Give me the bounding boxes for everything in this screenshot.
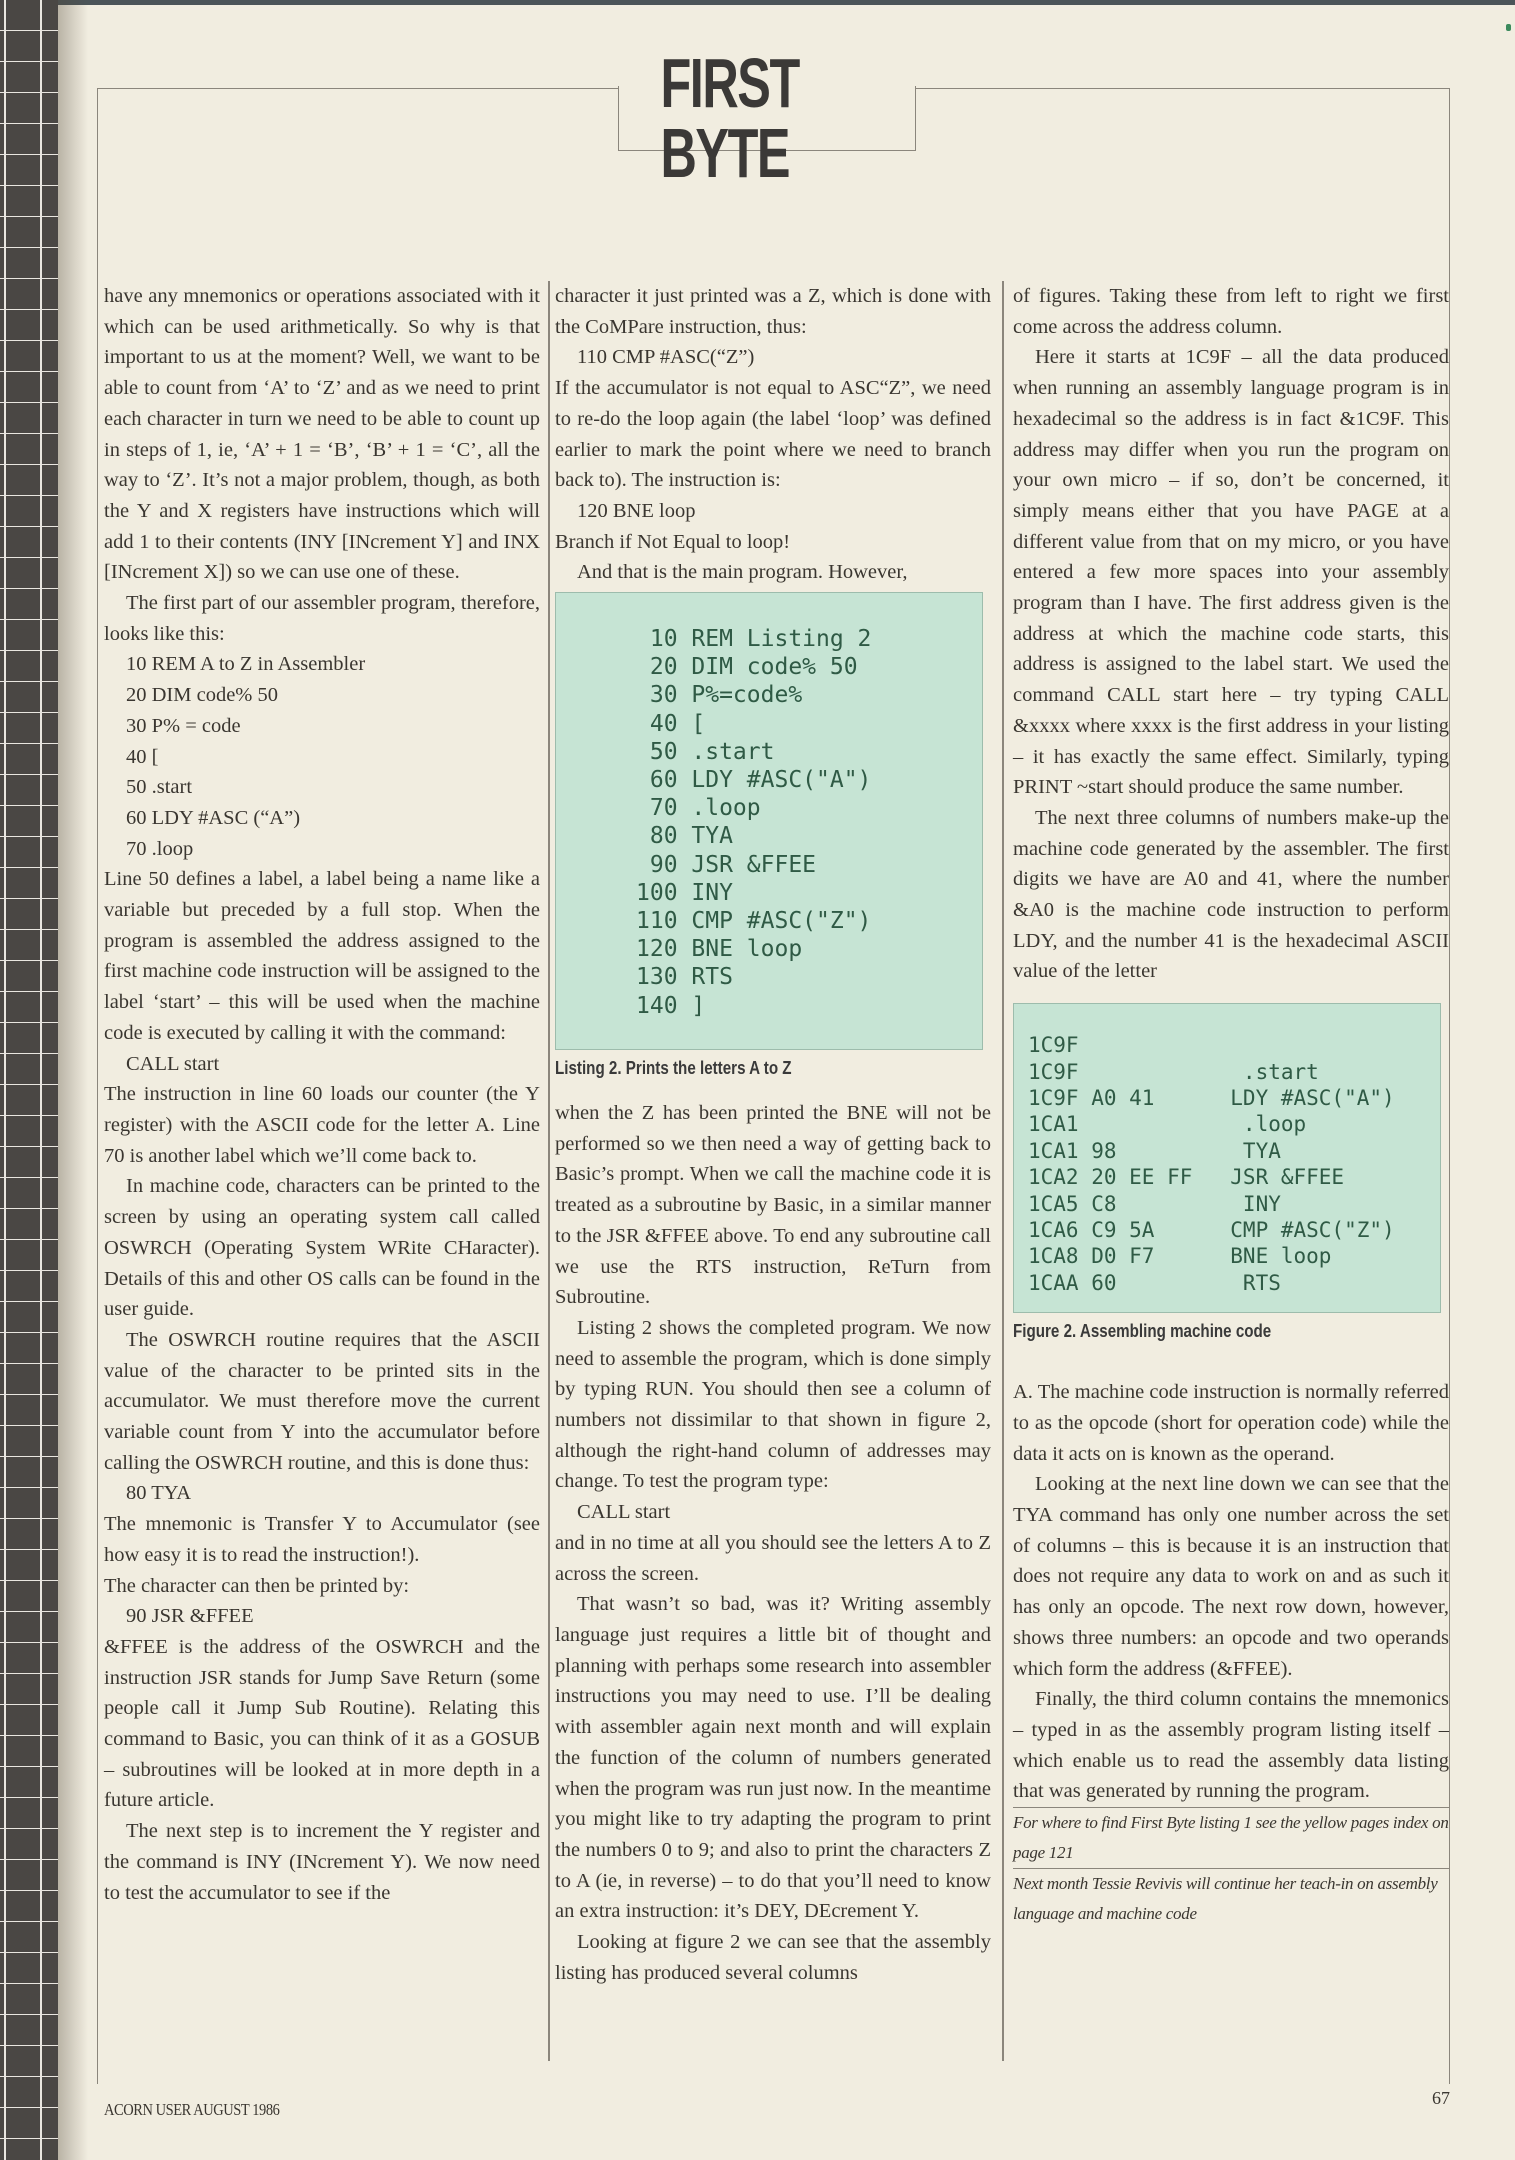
column-2: [555, 281, 991, 1988]
listing-line: 70 .loop: [636, 795, 761, 822]
green-mark: [1506, 24, 1511, 31]
figure-line: 1CA1 .loop: [1028, 1112, 1307, 1137]
paragraph: and in no time at all you should see the letters A to Z across the screen.: [555, 1531, 991, 1585]
figure-line: 1CA2 20 EE FF JSR &FFEE: [1028, 1165, 1345, 1190]
figure-line: 1CA8 D0 F7 BNE loop: [1028, 1244, 1332, 1269]
column-rule-1: [548, 281, 550, 2061]
paragraph: The first part of our assembler program, therefore, looks like this:: [104, 592, 540, 645]
figure-line: 1CA1 98 TYA: [1028, 1138, 1281, 1163]
column-rule-2: [1002, 281, 1004, 2061]
code-line: CALL start: [126, 1052, 220, 1075]
column-3: [1013, 281, 1449, 1929]
figure-line: 1C9F .start: [1028, 1059, 1319, 1084]
masthead-title: FIRST BYTE: [660, 44, 799, 192]
paragraph: Line 50 defines a label, a label being a name like a variable but preceded by a full stop. When the program is assembled the address assigned to the first machine code instruction will be assigned to the label ‘start’ – this will be used when the machine code is executed by calling it with the command:: [104, 868, 540, 1044]
paragraph: The OSWRCH routine requires that the ASCII value of the character to be printed sits in the accumulator. We must therefore move the current variable count from Y into the accumulator before calling the OSWRCH routine, and this is done thus:: [104, 1328, 540, 1474]
column-1: [104, 281, 540, 1908]
code-line: 110 CMP #ASC(“Z”): [577, 346, 755, 369]
paragraph: have any mnemonics or operations associated with it which can be used arithmetically. So why is that important to us at the moment? Well, we want to be able to count from ‘A’ to ‘Z’ and as we need to print each character in turn we need to be able to count up in steps of 1, ie, ‘A’ + 1 = ‘B’, ‘B’ + 1 = ‘C’, all the way to ‘Z’. It’s not a major problem, though, as both the Y and X registers have instructions which will add 1 to their contents (INY [INcrement Y] and INX [INcrement X]) so we can use one of these.: [104, 285, 540, 584]
paragraph: The next step is to increment the Y register and the command is INY (INcrement Y). We now need to test the accumulator to see if the: [104, 1820, 540, 1904]
listing-line: 140 ]: [636, 992, 706, 1019]
paragraph: &FFEE is the address of the OSWRCH and the instruction JSR stands for Jump Save Return (some people call it Jump Sub Routine). Relating this command to Basic, you can think of it as a GOSUB – subroutines will be looked at in more depth in a future article.: [104, 1635, 540, 1812]
figure-2-caption: Figure 2. Assembling machine code: [1013, 1320, 1272, 1342]
column-3-top-text: [1013, 281, 1449, 987]
code-line: 60 LDY #ASC (“A”): [126, 806, 301, 829]
code-line: CALL start: [577, 1501, 671, 1524]
listing-line: 10 REM Listing 2: [636, 626, 872, 653]
paragraph: The next three columns of numbers make-up the machine code generated by the assembler. The first digits we have are A0 and 41, where the number &A0 is the machine code instruction to perform LDY, and the number 41 is the hexadecimal ASCII value of the letter: [1013, 806, 1449, 983]
listing-2-caption: Listing 2. Prints the letters A to Z: [555, 1057, 792, 1079]
figure-line: 1CA5 C8 INY: [1028, 1191, 1281, 1216]
code-line: 120 BNE loop: [577, 499, 696, 522]
listing-line: 100 INY: [636, 879, 733, 906]
gutter-shadow: [58, 0, 88, 2160]
paragraph: The character can then be printed by:: [104, 1574, 410, 1597]
figure-line: 1CA6 C9 5A CMP #ASC("Z"): [1028, 1218, 1395, 1243]
code-line: 20 DIM code% 50: [126, 684, 279, 707]
paragraph: Looking at figure 2 we can see that the assembly listing has produced several columns: [555, 1931, 991, 1984]
figure-line: 1C9F: [1028, 1033, 1079, 1058]
code-line: 30 P% = code: [126, 714, 241, 737]
paragraph: The mnemonic is Transfer Y to Accumulator (see how easy it is to read the instruction!).: [104, 1513, 540, 1566]
paragraph: Looking at the next line down we can see that the TYA command has only one number across the set of columns – this is because it is an instruction that does not require any data to work on and as such it has only an opcode. The next row down, however, shows three numbers: an opcode and two operands which form the address (&FFEE).: [1013, 1473, 1449, 1680]
paragraph: A. The machine code instruction is normally referred to as the opcode (short for operation code) while the data it acts on is known as the operand.: [1013, 1381, 1449, 1465]
facing-page-grid: [0, 0, 58, 2160]
code-line: 50 .start: [126, 776, 193, 799]
page-number: 67: [1432, 2088, 1450, 2108]
code-line: 90 JSR &FFEE: [126, 1605, 254, 1628]
listing-line: 120 BNE loop: [636, 936, 803, 963]
paragraph: Finally, the third column contains the mnemonics – typed in as the assembly program listing itself – which enable us to read the assembly data listing that was generated by running the program.: [1013, 1688, 1449, 1803]
figure-line: 1CAA 60 RTS: [1028, 1270, 1281, 1295]
paragraph: Branch if Not Equal to loop!: [555, 530, 791, 553]
listing-line: 90 JSR &FFEE: [636, 851, 817, 878]
column-2-bottom-text: [555, 1098, 991, 1988]
listing-1-note: For where to find First Byte listing 1 see the yellow pages index on page 121: [1013, 1807, 1449, 1868]
column-3-bottom-text: [1013, 1377, 1449, 1807]
column-2-top-text: [555, 281, 991, 588]
paragraph: character it just printed was a Z, which is done with the CoMPare instruction, thus:: [555, 285, 991, 338]
listing-line: 20 DIM code% 50: [636, 654, 858, 681]
listing-line: 40 [: [636, 710, 706, 737]
next-month-note: Next month Tessie Revivis will continue her teach-in on assembly language and machine code: [1013, 1868, 1449, 1929]
masthead: [618, 44, 916, 192]
paragraph: And that is the main program. However,: [577, 561, 908, 584]
listing-line: 130 RTS: [636, 964, 733, 991]
listing-line: 50 .start: [636, 738, 775, 765]
listing-line: 60 LDY #ASC("A"): [636, 767, 872, 794]
code-line: 80 TYA: [126, 1482, 192, 1505]
code-line: 10 REM A to Z in Assembler: [126, 653, 366, 676]
paragraph: of figures. Taking these from left to right we first come across the address column.: [1013, 285, 1449, 338]
paragraph: In machine code, characters can be printed to the screen by using an operating system call called OSWRCH (Operating System WRite CHaracter). Details of this and other OS calls can be found in the user guide.: [104, 1175, 540, 1321]
paragraph: If the accumulator is not equal to ASC“Z”, we need to re-do the loop again (the label ‘loop’ was defined earlier to mark the point where we need to branch back to). The instruction is:: [555, 377, 991, 492]
paragraph: when the Z has been printed the BNE will not be performed so we then need a way of getting back to Basic’s prompt. When we call the machine code it is treated as a subroutine by Basic, in a similar manner to the JSR &FFEE above. To end any subroutine call we use the RTS instruction, ReTurn from Subroutine.: [555, 1102, 991, 1309]
listing-2-box: [555, 592, 983, 1050]
code-line: 40 [: [126, 745, 159, 768]
paragraph: Listing 2 shows the completed program. We now need to assemble the program, which is done simply by typing RUN. You should then see a column of numbers not dissimilar to that shown in figure 2, although the right-hand column of addresses may change. To test the program type:: [555, 1316, 991, 1493]
page-top-edge: [0, 0, 1515, 5]
publication-footer: ACORN USER AUGUST 1986: [104, 2100, 280, 2119]
paragraph: That wasn’t so bad, was it? Writing assembly language just requires a little bit of thought and planning with perhaps some research into assembler instructions you may need to use. I’ll be dealing with assembler again next month and will explain the function of the column of numbers generated when the program was run just now. In the meantime you might like to try adapting the program to print the numbers 0 to 9; and also to print the characters Z to A (ie, in reverse) – to do that you’ll need to know an extra instruction: it’s DEY, DEcrement Y.: [555, 1593, 991, 1923]
listing-line: 110 CMP #ASC("Z"): [636, 908, 872, 935]
figure-2-box: [1013, 1003, 1441, 1313]
listing-line: 30 P%=code%: [636, 682, 803, 709]
listing-line: 80 TYA: [636, 823, 733, 850]
paragraph: Here it starts at 1C9F – all the data produced when running an assembly language program is in hexadecimal so the address is in fact &1C9F. This address may differ when you run the program on your own micro – if so, don’t be concerned, it simply means either that you have PAGE at a different value from that on my micro, or you have entered a few more spaces into your assembly program than I have. The first address given is the address at which the machine code starts, this address is assigned to the label start. We used the command CALL start here – try typing CALL &xxxx where xxxx is the first address in your listing – it has exactly the same effect. Similarly, typing PRINT ~start should produce the same number.: [1013, 346, 1449, 799]
figure-line: 1C9F A0 41 LDY #ASC("A"): [1028, 1085, 1395, 1110]
paragraph: The instruction in line 60 loads our counter (the Y register) with the ASCII code for the letter A. Line 70 is another label which we’ll come back to.: [104, 1083, 540, 1167]
code-line: 70 .loop: [126, 837, 194, 860]
